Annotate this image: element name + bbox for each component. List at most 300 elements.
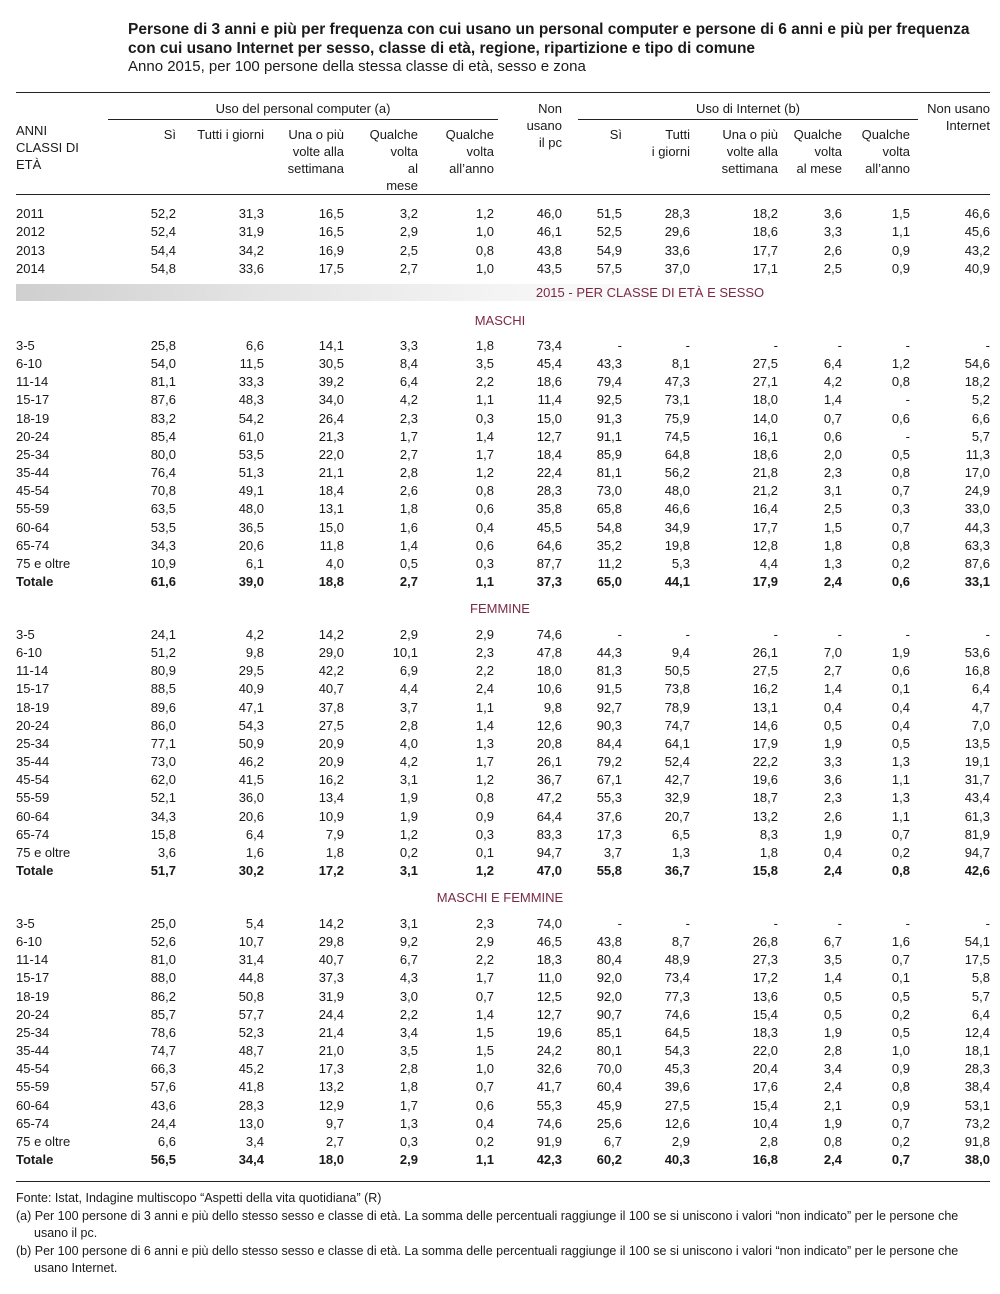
- row-label: 55-59: [16, 1079, 50, 1094]
- table-row: [0, 1115, 1000, 1133]
- header-pc-col-line: mese: [386, 178, 418, 193]
- table-cell: 6,6: [971, 411, 990, 426]
- table-cell: 6,5: [671, 827, 690, 842]
- table-cell: -: [985, 916, 990, 931]
- section-title: MASCHI: [474, 313, 526, 328]
- table-cell: 2,5: [399, 243, 418, 258]
- table-cell: 6,1: [245, 556, 264, 571]
- row-label: 45-54: [16, 1061, 50, 1076]
- footnotes: [16, 1190, 992, 1278]
- table-cell: 48,0: [238, 501, 264, 516]
- table-cell: 65,0: [596, 574, 622, 589]
- table-row: [0, 260, 1000, 278]
- table-cell: 9,4: [671, 645, 690, 660]
- table-cell: 17,5: [318, 261, 344, 276]
- table-cell: 3,4: [245, 1134, 264, 1149]
- table-cell: 14,0: [752, 411, 778, 426]
- table-cell: 1,4: [475, 1007, 494, 1022]
- table-cell: 1,8: [399, 501, 418, 516]
- table-cell: 88,0: [150, 970, 176, 985]
- table-cell: 1,3: [891, 754, 910, 769]
- table-cell: 1,6: [891, 934, 910, 949]
- header-no-pc-line: usano: [526, 118, 562, 133]
- table-cell: 18,4: [536, 447, 562, 462]
- table-cell: 80,4: [596, 952, 622, 967]
- table-cell: 78,6: [150, 1025, 176, 1040]
- row-label: 3-5: [16, 338, 35, 353]
- table-cell: -: [837, 627, 842, 642]
- header-net-col-line: volte alla: [726, 144, 778, 159]
- table-cell: 52,4: [664, 754, 690, 769]
- table-cell: 0,9: [891, 1098, 910, 1113]
- table-cell: 46,6: [964, 206, 990, 221]
- table-cell: 6,4: [971, 1007, 990, 1022]
- row-label: 18-19: [16, 989, 50, 1004]
- table-total-row: [0, 862, 1000, 880]
- table-cell: 78,9: [664, 700, 690, 715]
- header-pc-col-line: all’anno: [449, 161, 494, 176]
- table-cell: 0,8: [891, 1079, 910, 1094]
- table-cell: 3,6: [823, 772, 842, 787]
- table-cell: 54,6: [964, 356, 990, 371]
- table-cell: 56,5: [150, 1152, 176, 1167]
- table-cell: 18,6: [536, 374, 562, 389]
- table-cell: 18,6: [752, 224, 778, 239]
- table-cell: 85,1: [596, 1025, 622, 1040]
- table-cell: 1,1: [891, 809, 910, 824]
- table-cell: 48,7: [238, 1043, 264, 1058]
- table-cell: 73,0: [150, 754, 176, 769]
- table-cell: 2,4: [475, 681, 494, 696]
- table-cell: 91,1: [596, 429, 622, 444]
- table-row: [0, 753, 1000, 771]
- table-cell: 54,3: [238, 718, 264, 733]
- table-cell: 17,7: [752, 243, 778, 258]
- header-no-pc: [494, 100, 562, 151]
- table-cell: 32,9: [664, 790, 690, 805]
- table-cell: 0,6: [475, 1098, 494, 1113]
- table-cell: 9,8: [543, 700, 562, 715]
- table-cell: 1,1: [891, 224, 910, 239]
- table-cell: -: [685, 627, 690, 642]
- table-cell: 64,4: [536, 809, 562, 824]
- table-cell: 33,6: [238, 261, 264, 276]
- table-cell: 18,7: [752, 790, 778, 805]
- table-cell: 24,9: [964, 483, 990, 498]
- table-cell: 12,7: [536, 1007, 562, 1022]
- row-label: 35-44: [16, 465, 50, 480]
- table-cell: 4,2: [399, 392, 418, 407]
- table-cell: 2,6: [399, 483, 418, 498]
- table-cell: 61,6: [150, 574, 176, 589]
- table-cell: 2,6: [823, 243, 842, 258]
- table-cell: 74,0: [536, 916, 562, 931]
- table-row: [0, 482, 1000, 500]
- table-cell: 91,8: [964, 1134, 990, 1149]
- table-cell: 54,8: [150, 261, 176, 276]
- row-label: 18-19: [16, 411, 50, 426]
- table-cell: 18,0: [536, 663, 562, 678]
- table-cell: 94,7: [536, 845, 562, 860]
- row-label: 15-17: [16, 392, 50, 407]
- table-cell: 7,9: [325, 827, 344, 842]
- header-pc-col-line: settimana: [287, 161, 344, 176]
- table-cell: 17,2: [318, 863, 344, 878]
- table-cell: 1,1: [475, 574, 494, 589]
- row-label: 20-24: [16, 718, 50, 733]
- table-cell: 15,0: [318, 520, 344, 535]
- table-cell: 80,1: [596, 1043, 622, 1058]
- table-cell: 61,0: [238, 429, 264, 444]
- table-cell: 15,8: [752, 863, 778, 878]
- table-cell: 2,4: [823, 1152, 842, 1167]
- table-cell: 0,9: [891, 243, 910, 258]
- table-cell: 27,5: [664, 1098, 690, 1113]
- table-cell: 54,4: [150, 243, 176, 258]
- table-cell: 0,2: [891, 845, 910, 860]
- table-cell: 45,5: [536, 520, 562, 535]
- table-cell: 36,7: [664, 863, 690, 878]
- table-cell: 25,6: [596, 1116, 622, 1131]
- table-cell: 42,3: [536, 1152, 562, 1167]
- table-cell: 37,0: [664, 261, 690, 276]
- table-cell: 64,8: [664, 447, 690, 462]
- table-cell: 34,4: [238, 1152, 264, 1167]
- table-cell: 52,6: [150, 934, 176, 949]
- table-cell: 11,3: [965, 447, 990, 462]
- table-cell: 3,3: [823, 754, 842, 769]
- table-row: [0, 223, 1000, 241]
- table-row: [0, 826, 1000, 844]
- row-label: 45-54: [16, 483, 50, 498]
- table-cell: 2,6: [823, 809, 842, 824]
- table-cell: 43,8: [596, 934, 622, 949]
- table-cell: 73,4: [664, 970, 690, 985]
- table-cell: 73,2: [964, 1116, 990, 1131]
- table-cell: 6,4: [823, 356, 842, 371]
- table-cell: 0,6: [891, 663, 910, 678]
- header-pc-col-line: Sì: [163, 127, 176, 142]
- table-row: [0, 1133, 1000, 1151]
- table-row: [0, 1078, 1000, 1096]
- row-label: 65-74: [16, 538, 50, 553]
- table-cell: 45,6: [964, 224, 990, 239]
- group-rule-internet: [578, 119, 918, 120]
- table-cell: 4,3: [399, 970, 418, 985]
- table-cell: 16,8: [752, 1152, 778, 1167]
- table-cell: 1,2: [475, 465, 494, 480]
- table-cell: 1,7: [475, 970, 494, 985]
- row-label: 45-54: [16, 772, 50, 787]
- table-cell: 1,8: [759, 845, 778, 860]
- header-net-col: [842, 126, 910, 177]
- table-cell: 3,1: [399, 772, 418, 787]
- table-cell: 14,6: [752, 718, 778, 733]
- table-cell: 20,6: [238, 809, 264, 824]
- table-cell: 39,6: [664, 1079, 690, 1094]
- table-cell: 74,7: [664, 718, 690, 733]
- table-row: [0, 242, 1000, 260]
- table-cell: 3,0: [399, 989, 418, 1004]
- section-title: MASCHI E FEMMINE: [436, 890, 564, 905]
- note-a: (a) Per 100 persone di 3 anni e più dello stesso sesso e classe di età. La somma delle percentuali raggiunge il 100 se si uniscono i valori “non indicato” per le persone che usano il pc.: [16, 1208, 959, 1240]
- table-cell: 0,4: [891, 700, 910, 715]
- table-cell: 3,4: [823, 1061, 842, 1076]
- table-cell: -: [773, 338, 778, 353]
- row-label: 35-44: [16, 754, 50, 769]
- row-label: Totale: [16, 863, 54, 878]
- table-cell: 56,2: [664, 465, 690, 480]
- table-cell: 13,1: [318, 501, 344, 516]
- table-cell: 0,7: [891, 952, 910, 967]
- table-cell: 51,7: [150, 863, 176, 878]
- table-cell: 42,6: [964, 863, 990, 878]
- table-cell: 48,3: [238, 392, 264, 407]
- header-net-col-line: Una o più: [722, 127, 778, 142]
- table-cell: 42,2: [318, 663, 344, 678]
- note-b: (b) Per 100 persone di 6 anni e più dello stesso sesso e classe di età. La somma delle percentuali raggiunge il 100 se si uniscono i valori “non indicato” per le persone che usano Internet.: [16, 1243, 959, 1275]
- table-cell: 57,5: [596, 261, 622, 276]
- table-cell: 1,9: [399, 790, 418, 805]
- table-cell: 35,2: [596, 538, 622, 553]
- table-cell: 0,7: [475, 989, 494, 1004]
- table-cell: 16,5: [318, 224, 344, 239]
- table-cell: 1,6: [245, 845, 264, 860]
- table-cell: 18,3: [752, 1025, 778, 1040]
- header-net-col: [690, 126, 778, 177]
- table-cell: 1,4: [399, 538, 418, 553]
- table-cell: 1,1: [475, 700, 494, 715]
- table-cell: 17,6: [752, 1079, 778, 1094]
- table-row: [0, 205, 1000, 223]
- header-net-col-line: Sì: [609, 127, 622, 142]
- table-cell: 6,6: [245, 338, 264, 353]
- table-cell: 19,8: [664, 538, 690, 553]
- table-cell: 0,8: [475, 243, 494, 258]
- table-cell: 18,8: [318, 574, 344, 589]
- table-cell: 3,6: [823, 206, 842, 221]
- table-cell: 27,5: [752, 663, 778, 678]
- table-cell: 54,3: [664, 1043, 690, 1058]
- table-cell: 10,7: [238, 934, 264, 949]
- table-cell: 17,7: [752, 520, 778, 535]
- table-cell: 1,3: [671, 845, 690, 860]
- table-cell: 53,1: [964, 1098, 990, 1113]
- table-row: [0, 1042, 1000, 1060]
- table-cell: 74,7: [150, 1043, 176, 1058]
- table-cell: 1,8: [475, 338, 494, 353]
- table-cell: 94,7: [964, 845, 990, 860]
- table-row: [0, 1024, 1000, 1042]
- table-cell: 46,6: [664, 501, 690, 516]
- table-cell: 2,5: [823, 501, 842, 516]
- table-cell: 0,5: [823, 1007, 842, 1022]
- header-age-class-line: ETÀ: [16, 157, 42, 172]
- row-label: 11-14: [16, 952, 49, 967]
- table-cell: 46,0: [536, 206, 562, 221]
- table-cell: 1,9: [891, 645, 910, 660]
- table-cell: 1,3: [891, 790, 910, 805]
- row-label: 55-59: [16, 790, 50, 805]
- table-cell: 6,7: [823, 934, 842, 949]
- row-label: 60-64: [16, 520, 50, 535]
- table-cell: 3,1: [399, 863, 418, 878]
- table-cell: 87,6: [964, 556, 990, 571]
- table-cell: 53,5: [150, 520, 176, 535]
- table-cell: 27,5: [752, 356, 778, 371]
- table-cell: 3,5: [475, 356, 494, 371]
- table-cell: 40,3: [664, 1152, 690, 1167]
- table-cell: 13,4: [318, 790, 344, 805]
- table-cell: 45,4: [536, 356, 562, 371]
- table-cell: 1,7: [475, 754, 494, 769]
- header-net-col-line: al mese: [796, 161, 842, 176]
- table-cell: 12,6: [536, 718, 562, 733]
- table-cell: 4,7: [971, 700, 990, 715]
- table-cell: 2,7: [823, 663, 842, 678]
- table-cell: 91,9: [536, 1134, 562, 1149]
- table-cell: 13,6: [752, 989, 778, 1004]
- table-row: [0, 391, 1000, 409]
- table-cell: 17,0: [964, 465, 990, 480]
- table-cell: 1,4: [823, 970, 842, 985]
- table-cell: 37,8: [318, 700, 344, 715]
- table-cell: 18,1: [964, 1043, 990, 1058]
- table-cell: 53,6: [964, 645, 990, 660]
- row-label: 55-59: [16, 501, 50, 516]
- table-cell: 45,9: [596, 1098, 622, 1113]
- table-cell: 0,5: [823, 718, 842, 733]
- row-label: 20-24: [16, 1007, 50, 1022]
- table-cell: 18,2: [964, 374, 990, 389]
- table-cell: 79,4: [596, 374, 622, 389]
- row-label: 18-19: [16, 700, 50, 715]
- table-cell: 31,9: [318, 989, 344, 1004]
- row-label: Totale: [16, 1152, 54, 1167]
- table-cell: 63,3: [964, 538, 990, 553]
- table-cell: 64,1: [664, 736, 690, 751]
- table-cell: 24,2: [536, 1043, 562, 1058]
- table-cell: 34,2: [238, 243, 264, 258]
- table-cell: 1,4: [475, 429, 494, 444]
- table-cell: 27,5: [318, 718, 344, 733]
- table-cell: 30,5: [318, 356, 344, 371]
- table-cell: 8,1: [671, 356, 690, 371]
- table-cell: 44,1: [664, 574, 690, 589]
- table-cell: 40,9: [238, 681, 264, 696]
- table-cell: -: [905, 338, 910, 353]
- table-cell: 44,3: [596, 645, 622, 660]
- table-cell: 20,7: [664, 809, 690, 824]
- table-cell: 0,3: [475, 827, 494, 842]
- table-cell: 29,6: [664, 224, 690, 239]
- table-cell: 1,5: [475, 1043, 494, 1058]
- table-cell: 16,4: [752, 501, 778, 516]
- table-cell: 46,5: [536, 934, 562, 949]
- table-cell: 16,8: [964, 663, 990, 678]
- table-cell: 66,3: [150, 1061, 176, 1076]
- table-cell: 0,2: [475, 1134, 494, 1149]
- table-cell: 41,8: [238, 1079, 264, 1094]
- group-header-pc: Uso del personal computer (a): [215, 101, 391, 116]
- table-cell: 3,1: [399, 916, 418, 931]
- table-cell: 3,5: [399, 1043, 418, 1058]
- table-cell: 0,8: [891, 863, 910, 878]
- header-net-col: [562, 126, 622, 143]
- header-net-col-line: Tutti: [665, 127, 690, 142]
- table-cell: 0,2: [399, 845, 418, 860]
- table-cell: 24,4: [318, 1007, 344, 1022]
- header-pc-col: [344, 126, 418, 194]
- table-cell: 16,2: [318, 772, 344, 787]
- table-cell: 52,1: [150, 790, 176, 805]
- table-cell: 54,8: [596, 520, 622, 535]
- table-cell: 10,6: [536, 681, 562, 696]
- table-cell: 21,8: [752, 465, 778, 480]
- table-row: [0, 1006, 1000, 1024]
- table-cell: 70,8: [150, 483, 176, 498]
- table-cell: 2,4: [823, 863, 842, 878]
- table-cell: 2,2: [475, 663, 494, 678]
- table-cell: 2,9: [399, 224, 418, 239]
- table-cell: 39,2: [318, 374, 344, 389]
- table-cell: 0,8: [891, 538, 910, 553]
- table-cell: 53,5: [238, 447, 264, 462]
- table-cell: 0,7: [475, 1079, 494, 1094]
- table-cell: 18,0: [318, 1152, 344, 1167]
- table-cell: 1,7: [399, 429, 418, 444]
- table-cell: 47,8: [536, 645, 562, 660]
- table-cell: 18,0: [752, 392, 778, 407]
- table-cell: 45,2: [238, 1061, 264, 1076]
- table-cell: 0,2: [891, 1134, 910, 1149]
- table-cell: 70,0: [596, 1061, 622, 1076]
- table-cell: 1,9: [823, 1116, 842, 1131]
- table-cell: 2,7: [399, 447, 418, 462]
- table-cell: 21,3: [318, 429, 344, 444]
- table-cell: 13,0: [238, 1116, 264, 1131]
- table-cell: 17,3: [596, 827, 622, 842]
- table-cell: 2,7: [399, 261, 418, 276]
- row-label: 65-74: [16, 827, 50, 842]
- table-cell: 0,5: [891, 1025, 910, 1040]
- table-cell: 73,0: [596, 483, 622, 498]
- table-cell: 28,3: [536, 483, 562, 498]
- table-header: [0, 0, 1000, 200]
- table-cell: 52,4: [150, 224, 176, 239]
- table-row: [0, 680, 1000, 698]
- table-cell: 90,3: [596, 718, 622, 733]
- row-label: 15-17: [16, 970, 50, 985]
- row-label: 2014: [16, 261, 45, 276]
- table-cell: 1,0: [475, 224, 494, 239]
- table-cell: 10,9: [150, 556, 176, 571]
- table-cell: 3,2: [399, 206, 418, 221]
- table-cell: 3,5: [823, 952, 842, 967]
- table-cell: 19,1: [964, 754, 990, 769]
- table-cell: 77,3: [664, 989, 690, 1004]
- table-cell: 37,3: [536, 574, 562, 589]
- table-cell: 24,4: [150, 1116, 176, 1131]
- row-label: 35-44: [16, 1043, 50, 1058]
- table-cell: 31,7: [964, 772, 990, 787]
- table-cell: 15,4: [752, 1098, 778, 1113]
- table-cell: 64,6: [536, 538, 562, 553]
- table-cell: -: [773, 627, 778, 642]
- table-cell: 40,7: [318, 681, 344, 696]
- table-cell: -: [617, 338, 622, 353]
- table-cell: 42,7: [664, 772, 690, 787]
